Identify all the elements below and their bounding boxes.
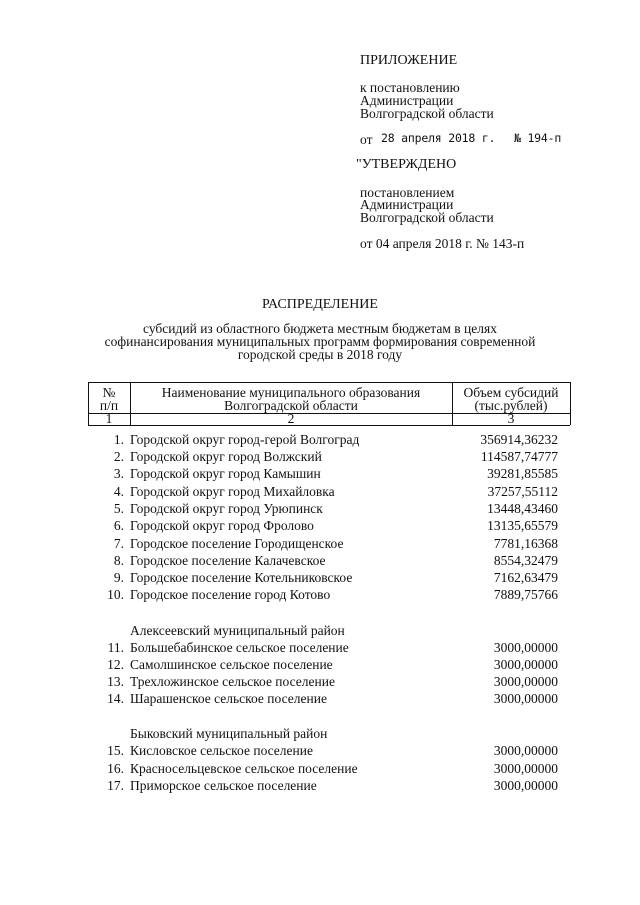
row-number: 6. — [113, 518, 124, 533]
row-number: 12. — [107, 657, 124, 672]
row-name: Городской округ город Михайловка — [130, 484, 335, 499]
document-subtitle-2: софинансирования муниципальных программ формирования современной — [104, 334, 536, 349]
row-name: Городское поселение город Котово — [130, 587, 331, 602]
header-num-line-1: № — [102, 385, 116, 400]
row-amount: 7889,75766 — [493, 587, 558, 602]
group-title: Алексеевский муниципальный район — [130, 623, 345, 638]
row-number: 2. — [113, 449, 124, 464]
table-row — [0, 691, 640, 707]
group-title-row — [0, 623, 640, 639]
table-row — [0, 743, 640, 759]
row-amount: 3000,00000 — [493, 778, 558, 793]
table-row — [0, 501, 640, 517]
table-row — [0, 553, 640, 569]
row-number: 7. — [113, 536, 124, 551]
approved-date-line: от 04 апреля 2018 г. № 143-п — [360, 236, 525, 251]
group-title: Быковский муниципальный район — [130, 726, 328, 741]
table-row — [0, 484, 640, 500]
document-heading: РАСПРЕДЕЛЕНИЕ — [262, 297, 378, 312]
row-number: 4. — [113, 484, 124, 499]
table-row — [0, 570, 640, 586]
header-amount-line-1: Объем субсидий — [463, 385, 559, 400]
table-header-bottom-border — [88, 425, 570, 426]
row-name: Городское поселение Городищенское — [130, 536, 344, 551]
table-row — [0, 674, 640, 690]
row-amount: 356914,36232 — [480, 432, 558, 447]
row-amount: 13448,43460 — [487, 501, 558, 516]
row-amount: 37257,55112 — [487, 484, 558, 499]
row-name: Городской округ город-герой Волгоград — [130, 432, 360, 447]
row-name: Городское поселение Котельниковское — [130, 570, 353, 585]
table-border-right — [570, 382, 571, 425]
row-amount: 3000,00000 — [493, 761, 558, 776]
row-name: Самолшинское сельское поселение — [130, 657, 333, 672]
row-number: 5. — [113, 501, 124, 516]
row-name: Приморское сельское поселение — [130, 778, 317, 793]
row-number: 11. — [107, 640, 124, 655]
row-number: 16. — [107, 761, 124, 776]
row-amount: 39281,85585 — [487, 466, 558, 481]
header-col-number-2: 2 — [287, 411, 295, 426]
row-amount: 3000,00000 — [493, 657, 558, 672]
document-subtitle-3: городской среды в 2018 году — [237, 347, 403, 362]
row-amount: 8554,32479 — [493, 553, 558, 568]
row-number: 3. — [113, 466, 124, 481]
row-number: 17. — [107, 778, 124, 793]
header-num-line-2: п/п — [99, 398, 119, 413]
table-row — [0, 536, 640, 552]
row-amount: 3000,00000 — [493, 743, 558, 758]
row-amount: 114587,74777 — [480, 449, 558, 464]
table-row — [0, 761, 640, 777]
table-row — [0, 640, 640, 656]
row-name: Городской округ город Камышин — [130, 466, 321, 481]
row-name: Городской округ город Урюпинск — [130, 501, 323, 516]
header-name-line-2: Волгоградской области — [224, 398, 358, 413]
row-amount: 3000,00000 — [493, 640, 558, 655]
row-number: 8. — [113, 553, 124, 568]
approved-line-3: Волгоградской области — [360, 210, 494, 225]
row-name: Городской округ город Фролово — [130, 518, 314, 533]
table-row — [0, 587, 640, 603]
table-row — [0, 657, 640, 673]
approved-line-2: Администрации — [360, 197, 454, 212]
table-header-top-border — [88, 382, 570, 383]
appendix-number: № 194-п — [514, 131, 562, 145]
row-amount: 7162,63479 — [493, 570, 558, 585]
row-number: 14. — [107, 691, 124, 706]
appendix-line-3: Волгоградской области — [360, 106, 494, 121]
appendix-title: ПРИЛОЖЕНИЕ — [360, 53, 458, 68]
row-amount: 13135,65579 — [487, 518, 558, 533]
table-row — [0, 778, 640, 794]
row-number: 15. — [107, 743, 124, 758]
appendix-line-2: Администрации — [360, 93, 454, 108]
row-number: 10. — [107, 587, 124, 602]
appendix-line-1: к постановлению — [360, 80, 460, 95]
row-name: Кисловское сельское поселение — [130, 743, 313, 758]
row-name: Большебабинское сельское поселение — [130, 640, 349, 655]
appendix-date-prefix: от — [360, 132, 373, 147]
row-amount: 3000,00000 — [493, 691, 558, 706]
row-name: Красносельцевское сельское поселение — [130, 761, 358, 776]
row-name: Городской округ город Волжский — [130, 449, 322, 464]
approved-title: "УТВЕРЖДЕНО — [356, 157, 457, 172]
table-row — [0, 518, 640, 534]
row-number: 13. — [107, 674, 124, 689]
row-amount: 7781,16368 — [493, 536, 558, 551]
row-number: 1. — [113, 432, 124, 447]
approved-line-1: постановлением — [360, 185, 455, 200]
table-row — [0, 466, 640, 482]
table-row — [0, 432, 640, 448]
document-subtitle-1: субсидий из областного бюджета местным бюджетам в целях — [143, 321, 497, 336]
group-title-row — [0, 726, 640, 742]
header-name-line-1: Наименование муниципального образования — [161, 385, 421, 400]
header-col-number-1: 1 — [105, 411, 113, 426]
header-amount-line-2: (тыс.рублей) — [474, 398, 548, 413]
table-row — [0, 449, 640, 465]
row-name: Шарашенское сельское поселение — [130, 691, 327, 706]
row-number: 9. — [113, 570, 124, 585]
appendix-date: 28 апреля 2018 г. — [381, 131, 496, 145]
row-name: Трехложинское сельское поселение — [130, 674, 335, 689]
row-amount: 3000,00000 — [493, 674, 558, 689]
header-col-number-3: 3 — [507, 411, 515, 426]
row-name: Городское поселение Калачевское — [130, 553, 326, 568]
